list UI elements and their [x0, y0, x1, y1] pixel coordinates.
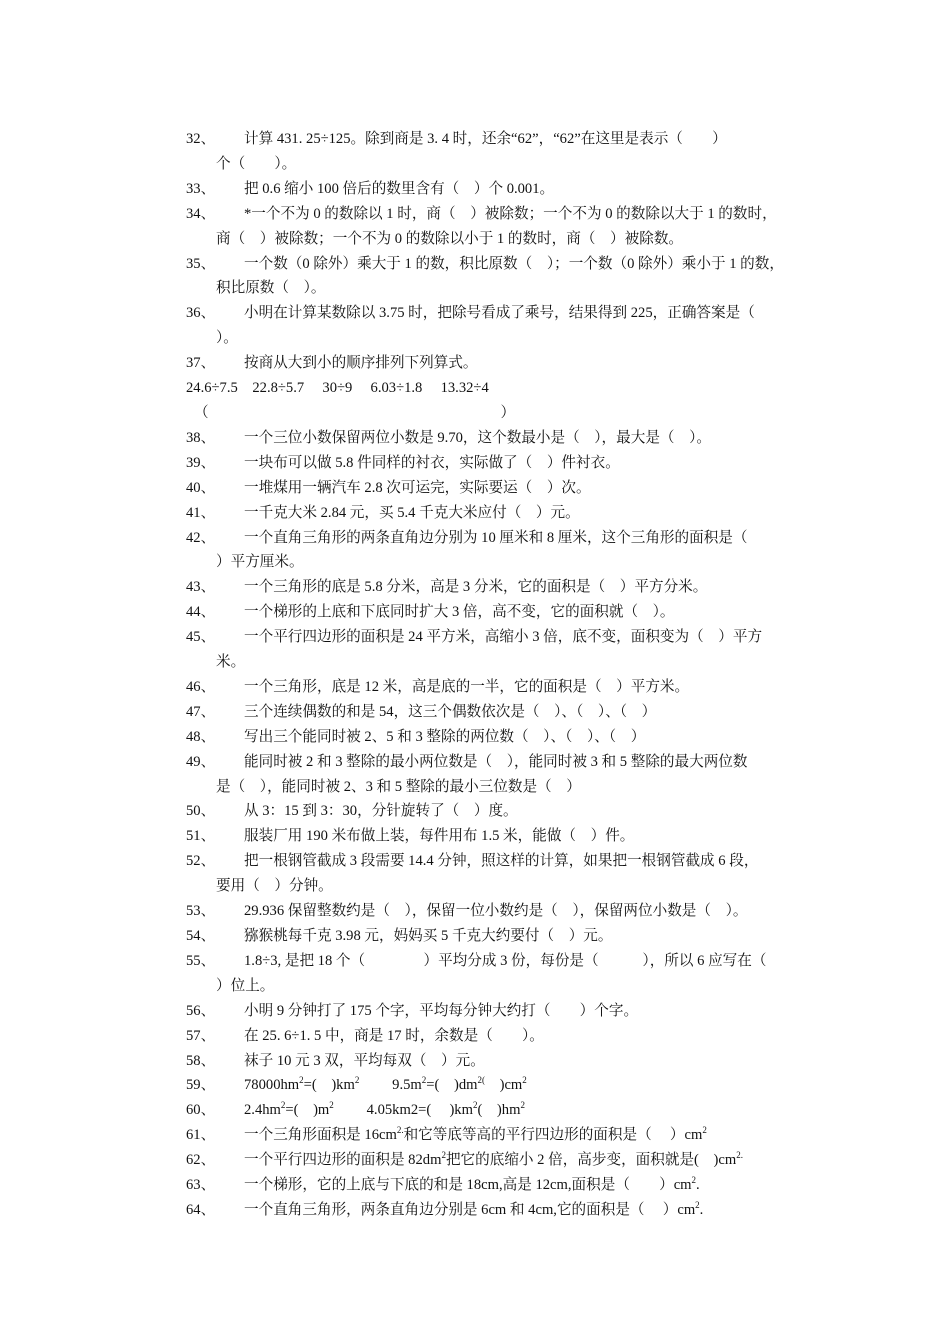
question-36: [186, 301, 816, 351]
question-text: 一个梯形的上底和下底同时扩大 3 倍，高不变，它的面积就（ ）。: [244, 604, 675, 621]
question-text-continued: ）。: [216, 330, 238, 347]
question-number: 49、: [186, 753, 216, 770]
question-text: 一个数（0 除外）乘大于 1 的数，积比原数（ ）；一个数（0 除外）乘小于 1 的数，: [244, 255, 784, 272]
question-number: 51、: [186, 828, 216, 845]
question-text: 从 3：15 到 3：30，分针旋转了（ ）度。: [244, 803, 518, 820]
question-number: 35、: [186, 255, 216, 272]
question-number: 58、: [186, 1052, 216, 1069]
question-50: [186, 799, 816, 824]
question-number: 60、: [186, 1102, 216, 1119]
question-52: [186, 849, 816, 899]
question-text-continued: 是（ ），能同时被 2、3 和 5 整除的最小三位数是（ ）: [216, 778, 581, 795]
question-number: 55、: [186, 952, 216, 969]
expression-list: 24.6÷7.5 22.8÷5.7 30÷9 6.03÷1.8 13.32÷4: [186, 380, 489, 397]
question-text: 在 25. 6÷1. 5 中，商是 17 时，余数是（ ）。: [244, 1027, 544, 1044]
question-text: $78000hm^2=$( )$km^2$ $9.5m^2=$( )$dm^{2(}$ )$cm^2$: [244, 1075, 527, 1094]
question-text: 服装厂用 190 米布做上装，每件用布 1.5 米，能做（ ）件。: [244, 828, 635, 845]
question-54: [186, 924, 816, 949]
question-number: 36、: [186, 305, 216, 322]
question-64: [186, 1198, 816, 1223]
question-text: 计算 431. 25÷125。除到商是 3. 4 时，还余“62”，“62”在这里是表示（ ）: [244, 131, 727, 147]
question-35: [186, 252, 816, 302]
question-46: [186, 675, 816, 700]
question-number: 38、: [186, 429, 216, 446]
question-45: [186, 625, 816, 675]
question-58: [186, 1049, 816, 1074]
question-53: [186, 899, 816, 924]
question-40: [186, 476, 816, 501]
question-number: 59、: [186, 1077, 216, 1094]
question-text: 小明 9 分钟打了 175 个字，平均每分钟大约打（ ）个字。: [244, 1002, 639, 1019]
question-text: 一个三角形的底是 5.8 分米，高是 3 分米，它的面积是（ ）平方分米。: [244, 579, 708, 596]
answer-blank-line: （ ）: [194, 404, 516, 421]
question-38: [186, 426, 816, 451]
question-text: 小明在计算某数除以 3.75 时，把除号看成了乘号，结果得到 225，正确答案是（: [244, 305, 755, 322]
question-text: 一个三位小数保留两位小数是 9.70，这个数最小是（ ），最大是（ ）。: [244, 429, 711, 446]
question-text: 按商从大到小的顺序排列下列算式。: [244, 355, 478, 372]
question-text: 一个直角三角形的两条直角边分别为 10 厘米和 8 厘米，这个三角形的面积是（: [244, 529, 748, 546]
question-34: [186, 202, 816, 252]
question-47: [186, 700, 816, 725]
question-number: 64、: [186, 1201, 216, 1218]
question-number: 33、: [186, 180, 216, 197]
question-number: 34、: [186, 205, 216, 222]
question-39: [186, 451, 816, 476]
question-number: 40、: [186, 479, 216, 496]
question-49: [186, 750, 816, 800]
question-number: 54、: [186, 928, 216, 944]
question-text: 一块布可以做 5.8 件同样的衬衣，实际做了（ ）件衬衣。: [244, 454, 620, 471]
question-text: 把 0.6 缩小 100 倍后的数里含有（ ）个 0.001。: [244, 180, 555, 197]
question-number: 44、: [186, 604, 216, 621]
question-number: 63、: [186, 1177, 216, 1194]
question-number: 53、: [186, 903, 216, 920]
question-text: 袜子 10 元 3 双，平均每双（ ）元。: [244, 1052, 485, 1069]
question-text-continued: 个（ ）。: [216, 155, 297, 172]
question-33: [186, 177, 816, 202]
question-37: [186, 351, 816, 376]
question-63: [186, 1173, 816, 1198]
question-32: [186, 127, 816, 177]
question-56: [186, 999, 816, 1024]
question-text: 把一根钢管截成 3 段需要 14.4 分钟，照这样的计算，如果把一根钢管截成 6 段，: [244, 853, 759, 870]
question-text: 一千克大米 2.84 元，买 5.4 千克大米应付（ ）元。: [244, 504, 580, 521]
question-text: 1.8÷3, 是把 18 个（ ）平均分成 3 份，每份是（ ），所以 6 应写在（: [244, 952, 767, 969]
question-60: [186, 1098, 816, 1123]
question-text: 一个平行四边形的面积是 $82dm^2$把它的底缩小 2 倍，高步变，面积就是( )$cm^{2.}$: [244, 1150, 743, 1169]
question-59: [186, 1073, 816, 1098]
question-text: 一个直角三角形，两条直角边分别是 6cm 和 4cm,它的面积是（ ）$cm^2$.: [244, 1200, 704, 1218]
question-number: 39、: [186, 454, 216, 471]
question-text: 写出三个能同时被 2、5 和 3 整除的两位数（ ）、（ ）、（ ）: [244, 728, 646, 745]
question-number: 48、: [186, 728, 216, 745]
question-text: $2.4hm^2=$( )$m^2$ 4.05km2=( )$km^2$( )$hm^2$: [244, 1100, 525, 1119]
question-62: [186, 1148, 816, 1173]
question-number: 61、: [186, 1127, 216, 1144]
question-number: 52、: [186, 853, 216, 870]
question-number: 37、: [186, 355, 216, 372]
question-61: [186, 1123, 816, 1148]
question-text: 三个连续偶数的和是 54，这三个偶数依次是（ ）、（ ）、（ ）: [244, 703, 657, 720]
question-43: [186, 575, 816, 600]
question-number: 50、: [186, 803, 216, 820]
question-number: 56、: [186, 1002, 216, 1019]
question-number: 45、: [186, 629, 216, 646]
question-number: 42、: [186, 529, 216, 546]
question-list: [186, 127, 816, 1223]
question-51: [186, 824, 816, 849]
question-55: [186, 949, 816, 999]
question-text-continued: 要用（ ）分钟。: [216, 878, 333, 895]
question-text: 一个平行四边形的面积是 24 平方米，高缩小 3 倍，底不变，面积变为（ ）平方: [244, 629, 763, 646]
question-text: 猕猴桃每千克 3.98 元，妈妈买 5 千克大约要付（ ）元。: [244, 928, 613, 944]
question-text-continued: 商（ ）被除数；一个不为 0 的数除以小于 1 的数时，商（ ）被除数。: [216, 230, 684, 247]
question-number: 57、: [186, 1027, 216, 1044]
question-text: 能同时被 2 和 3 整除的最小两位数是（ ），能同时被 3 和 5 整除的最大两位数: [244, 753, 748, 770]
question-text: *一个不为 0 的数除以 1 时，商（ ）被除数；一个不为 0 的数除以大于 1 的数时，: [244, 205, 777, 222]
question-text: 一个三角形，底是 12 米，高是底的一半，它的面积是（ ）平方米。: [244, 678, 690, 695]
question-number: 32、: [186, 131, 216, 147]
question-text: 一堆煤用一辆汽车 2.8 次可运完，实际要运（ ）次。: [244, 479, 591, 496]
question-number: 41、: [186, 504, 216, 521]
question-text-continued: 积比原数（ ）。: [216, 280, 326, 297]
question-text-continued: ）位上。: [216, 977, 275, 994]
question-text: 一个梯形，它的上底与下底的和是 18cm,高是 12cm,面积是（ ）$cm^2$.: [244, 1175, 700, 1194]
question-44: [186, 600, 816, 625]
question-text-continued: 米。: [216, 654, 246, 671]
question-number: 43、: [186, 579, 216, 596]
question-number: 46、: [186, 678, 216, 695]
question-41: [186, 501, 816, 526]
question-number: 47、: [186, 703, 216, 720]
question-57: [186, 1024, 816, 1049]
question-48: [186, 725, 816, 750]
question-number: 62、: [186, 1152, 216, 1169]
question-text: 一个三角形面积是 $16cm^{2.}$和它等底等高的平行四边形的面积是（ ）$cm^2$: [244, 1125, 707, 1144]
question-text: 29.936 保留整数约是（ ），保留一位小数约是（ ），保留两位小数是（ ）。: [244, 903, 748, 920]
question-42: [186, 526, 816, 576]
question-text-continued: ）平方厘米。: [216, 554, 304, 571]
